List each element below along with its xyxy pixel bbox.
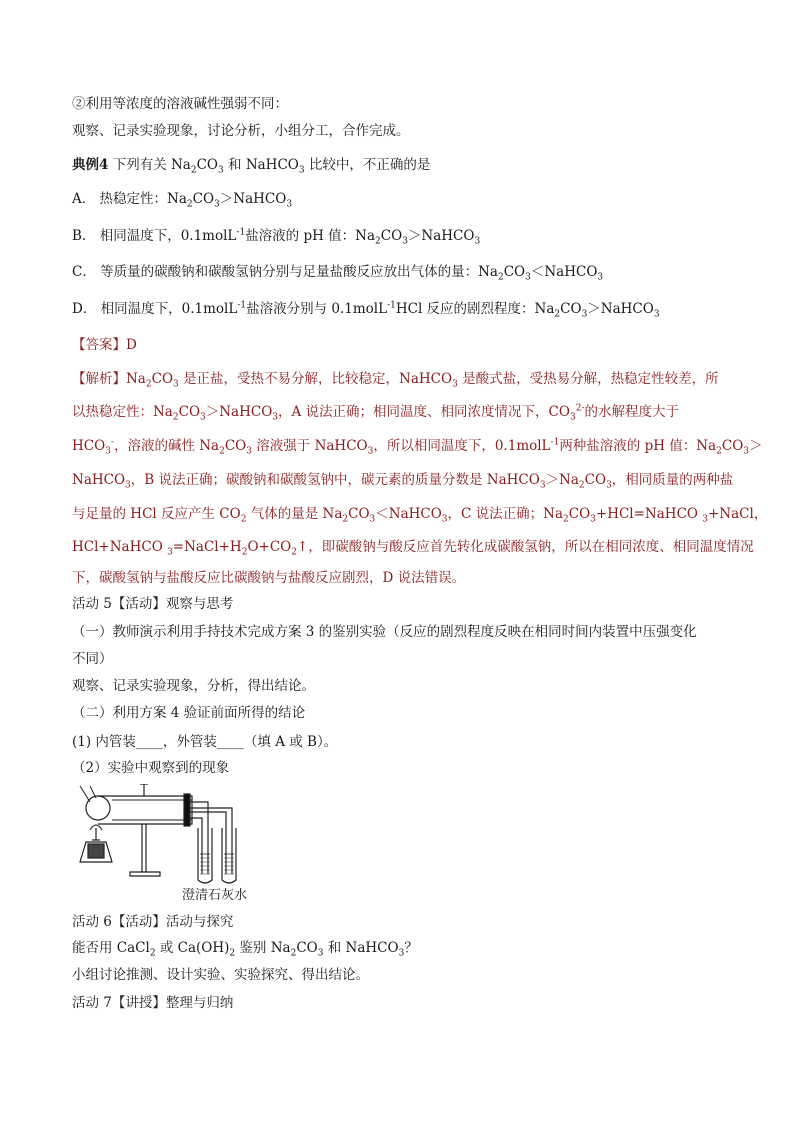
method-2-line: ②利用等浓度的溶液碱性强弱不同：	[72, 96, 288, 112]
explanation-line-1: 【解析】$Na_2CO_3$ 是正盐，受热不易分解，比较稳定，NaHCO$_3$ 是酸式盐，受热易分解，热稳定性较差，所	[72, 371, 719, 390]
figure-label-limewater: 澄清石灰水	[182, 888, 248, 903]
observation-question: （2）实验中观察到的现象	[72, 760, 230, 776]
activity-6-question: 能否用 CaCl$_2$ 或 $Ca(OH)_2$ 鉴别 $Na_2CO_3$ 和 NaHCO$_3$？	[72, 940, 418, 959]
explanation-line-5: 与足量的 HCl 反应产生 $CO_2$ 气体的量是 $Na_2CO_3<NaHCO_3$，C 说法正确；$Na_2CO_3+HCl=NaHCO$ $_3$+NaCl，	[72, 506, 768, 525]
example-4-question: 典例4 下列有关 $Na_2CO_3$ 和 NaHCO$_3$ 比较中，不正确的是	[72, 157, 431, 176]
option-a: A． 热稳定性：$Na_2CO_3>NaHCO_3$	[72, 191, 293, 210]
fill-blank-question: (1) 内管装____，外管装____（填 A 或 B）。	[72, 734, 338, 750]
activity-6-steps: 小组讨论推测、设计实验、实验探究、得出结论。	[72, 967, 369, 983]
experiment-apparatus-figure	[72, 784, 262, 903]
option-b: B． 相同温度下，0.1molL$^{-1}$盐溶液的 pH 值：$Na_2CO_3>NaHCO_3$	[72, 227, 481, 247]
example-label: 典例4	[72, 157, 109, 173]
explanation-line-2: 以热稳定性：$Na_2CO_3>NaHCO_3$，A 说法正确；相同温度、相同浓度情况下，$CO_3^{2-}$的水解程度大于	[72, 403, 679, 423]
explanation-line-4: NaHCO$_3$，B 说法正确；碳酸钠和碳酸氢钠中，碳元素的质量分数是 $NaHCO_3>Na_2CO_3$，相同质量的两种盐	[72, 472, 734, 491]
observe-line: 观察、记录实验现象，分析，得出结论。	[72, 678, 315, 694]
explanation-line-3: $HCO_3^-$，溶液的碱性 $Na_2CO_3$ 溶液强于 NaHCO$_3$，所以相同温度下，0.1molL$^{-1}$两种盐溶液的 pH 值：$Na_2CO_3>$	[72, 437, 763, 457]
option-c: C． 等质量的碳酸钠和碳酸氢钠分别与足量盐酸反应放出气体的量：$Na_2CO_3<NaHCO_3$	[72, 264, 604, 283]
part-1-line-cont: 不同）	[72, 651, 113, 667]
apparatus-drawing	[72, 784, 262, 884]
activity-7-heading: 活动 7【讲授】整理与归纳	[72, 995, 234, 1011]
instruction-line: 观察、记录实验现象，讨论分析，小组分工，合作完成。	[72, 123, 410, 139]
part-1-line: （一）教师演示利用手持技术完成方案 3 的鉴别实验（反应的剧烈程度反映在相同时间内装置中压强变化	[72, 624, 697, 640]
activity-5-heading: 活动 5【活动】观察与思考	[72, 596, 234, 612]
explanation-line-6: HCl+NaHCO $_3=NaCl+H_2O+CO_2↑$，即碳酸钠与酸反应首先转化成碳酸氢钠，所以在相同浓度、相同温度情况	[72, 539, 754, 558]
part-2-line: （二）利用方案 4 验证前面所得的结论	[72, 705, 306, 721]
answer-line: 【答案】D	[72, 337, 137, 353]
explanation-line-7: 下，碳酸氢钠与盐酸反应比碳酸钠与盐酸反应剧烈，D 说法错误。	[72, 570, 466, 586]
option-d: D． 相同温度下，0.1molL$^{-1}$盐溶液分别与 0.1molL$^{-1}$HCl 反应的剧烈程度：$Na_2CO_3>NaHCO_3$	[72, 300, 660, 320]
activity-6-heading: 活动 6【活动】活动与探究	[72, 914, 234, 930]
